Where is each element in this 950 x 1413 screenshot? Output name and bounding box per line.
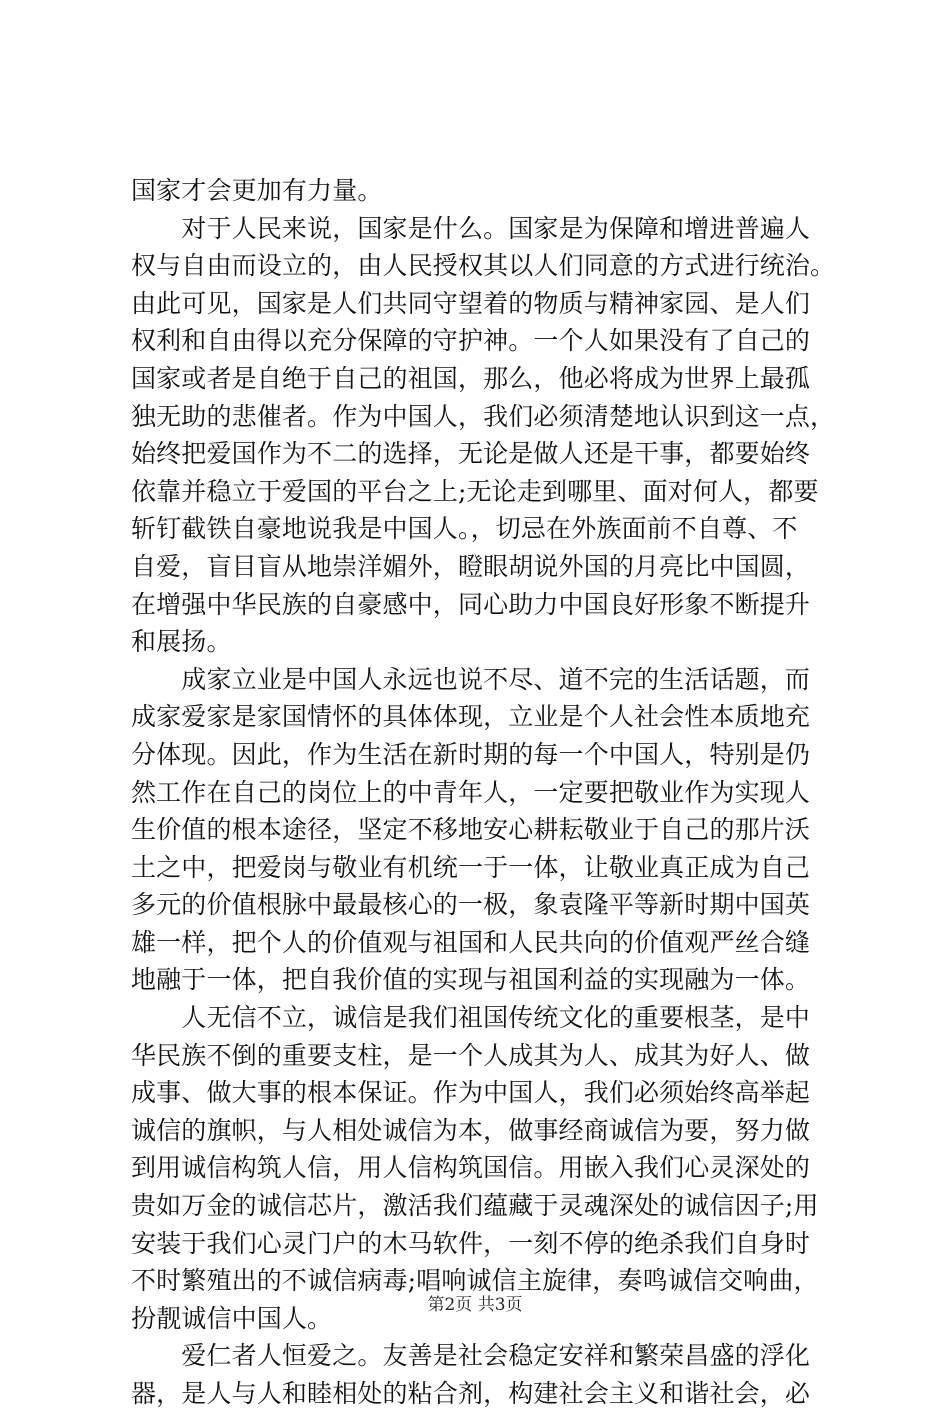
text-line: 依靠并稳立于爱国的平台之上;无论走到哪里、面对何人，都要 bbox=[131, 476, 819, 506]
text-line: 和展扬。 bbox=[131, 627, 232, 657]
text-line: 生价值的根本途径，坚定不移地安心耕耘敬业于自己的那片沃 bbox=[131, 815, 811, 845]
text-line: 国家或者是自绝于自己的祖国，那么，他必将成为世界上最孤 bbox=[131, 363, 811, 393]
text-line: 自爱，盲目盲从地崇洋媚外，瞪眼胡说外国的月亮比中国圆， bbox=[131, 551, 811, 581]
text-line: 雄一样，把个人的价值观与祖国和人民共向的价值观严丝合缝 bbox=[131, 927, 811, 957]
text-line: 始终把爱国作为不二的选择，无论是做人还是干事，都要始终 bbox=[131, 439, 811, 469]
text-line: 权与自由而设立的，由人民授权其以人们同意的方式进行统治。 bbox=[131, 251, 836, 281]
text-line: 成家爱家是家国情怀的具体体现，立业是个人社会性本质地充 bbox=[131, 702, 811, 732]
text-line: 人无信不立，诚信是我们祖国传统文化的重要根茎，是中 bbox=[131, 1003, 811, 1033]
text-line: 贵如万金的诚信芯片，激活我们蕴藏于灵魂深处的诚信因子;用 bbox=[131, 1191, 819, 1221]
text-line: 地融于一体，把自我价值的实现与祖国利益的实现融为一体。 bbox=[131, 965, 811, 995]
text-line: 诚信的旗帜，与人相处诚信为本，做事经商诚信为要，努力做 bbox=[131, 1115, 811, 1145]
page-number-footer: 第2页 共3页 bbox=[427, 1295, 523, 1315]
text-line: 分体现。因此，作为生活在新时期的每一个中国人，特别是仍 bbox=[131, 739, 811, 769]
text-line: 权利和自由得以充分保障的守护神。一个人如果没有了自己的 bbox=[131, 326, 811, 356]
body-text bbox=[131, 172, 836, 1413]
text-line: 国家才会更加有力量。 bbox=[131, 176, 383, 205]
text-line: 土之中，把爱岗与敬业有机统一于一体，让敬业真正成为自己 bbox=[131, 852, 811, 882]
text-line: 多元的价值根脉中最最核心的一极，象袁隆平等新时期中国英 bbox=[131, 890, 811, 920]
text-line: 在增强中华民族的自豪感中，同心助力中国良好形象不断提升 bbox=[131, 589, 811, 619]
text-line: 对于人民来说，国家是什么。国家是为保障和增进普遍人 bbox=[131, 213, 811, 243]
text-line: 成事、做大事的根本保证。作为中国人，我们必须始终高举起 bbox=[131, 1078, 811, 1108]
text-line: 安装于我们心灵门户的木马软件，一刻不停的绝杀我们自身时 bbox=[131, 1228, 811, 1258]
text-line: 成家立业是中国人永远也说不尽、道不完的生活话题，而 bbox=[131, 664, 811, 694]
text-line: 爱仁者人恒爱之。友善是社会稳定安祥和繁荣昌盛的浮化 bbox=[131, 1341, 811, 1371]
text-line: 斩钉截铁自豪地说我是中国人。，切忌在外族面前不自尊、不 bbox=[131, 514, 798, 544]
text-line: 到用诚信构筑人信，用人信构筑国信。用嵌入我们心灵深处的 bbox=[131, 1153, 811, 1183]
text-line: 华民族不倒的重要支柱，是一个人成其为人、成其为好人、做 bbox=[131, 1040, 811, 1070]
text-line: 由此可见，国家是人们共同守望着的物质与精神家园、是人们 bbox=[131, 288, 811, 318]
text-line: 然工作在自己的岗位上的中青年人，一定要把敬业作为实现人 bbox=[131, 777, 811, 807]
text-line: 器，是人与人和睦相处的粘合剂，构建社会主义和谐社会，必 bbox=[131, 1379, 811, 1408]
text-line: 扮靓诚信中国人。 bbox=[131, 1303, 333, 1333]
text-line: 不时繁殖出的不诚信病毒;唱响诚信主旋律，奏鸣诚信交响曲， bbox=[131, 1266, 819, 1296]
text-line: 独无助的悲催者。作为中国人，我们必须清楚地认识到这一点， bbox=[131, 401, 836, 431]
